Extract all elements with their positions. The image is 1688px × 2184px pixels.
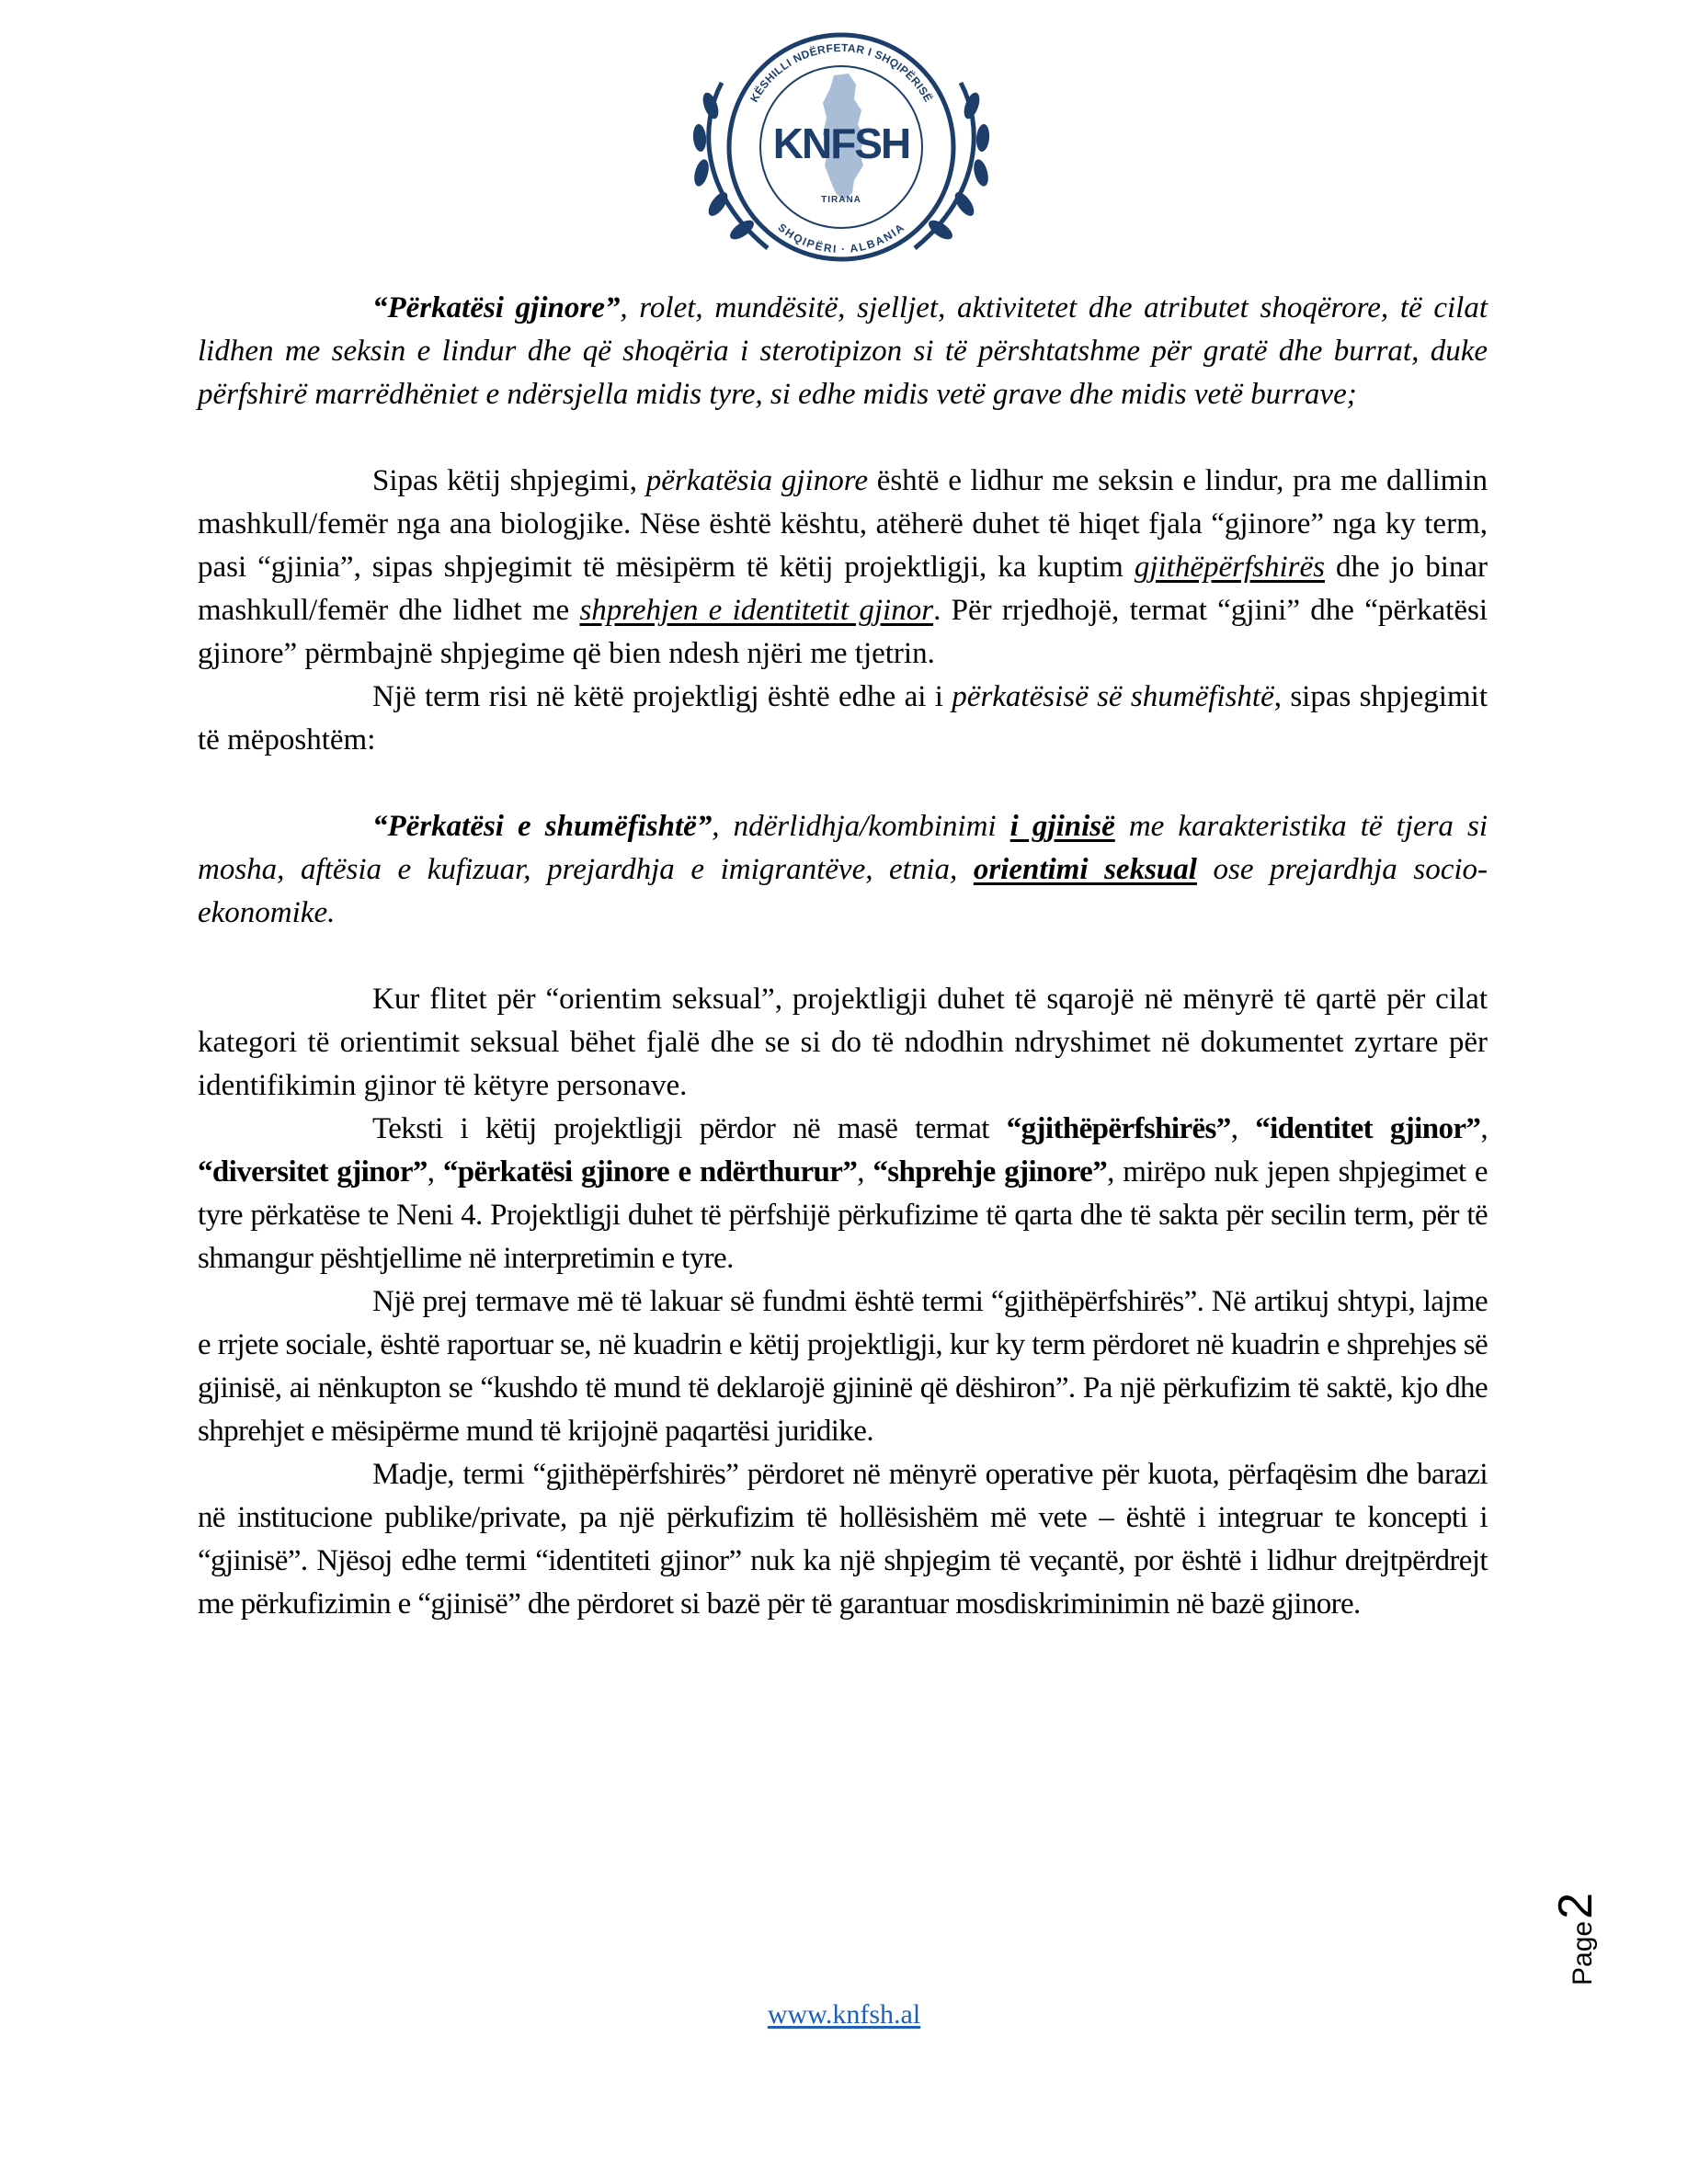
logo-city: TIRANA — [821, 195, 861, 205]
emphasized-term: i gjinisë — [1009, 810, 1115, 843]
paragraph-sexual-orientation — [198, 978, 1488, 1108]
text-run: Madje, termi “gjithëpërfshirës” përdoret në mënyrë operative për kuota, përfaqësim dhe barazi në institucione publike/private, pa një përkufizim të hollësishëm më vete – është i integruar te koncepti i “gjinisë”. Njësoj edhe termi “identiteti gjinor” nuk ka një shpjegim të veçantë, por është i lidhur drejtpërdrejt me përkufizimin e “gjinisë” dhe përdoret si bazë për të garantuar mosdiskriminimin në bazë gjinore. — [198, 1458, 1488, 1621]
bold-term: “Përkatësi e shumëfishtë” — [372, 810, 713, 843]
knfsh-logo — [685, 18, 998, 267]
text-run: ose prejardhja socio-ekonomike. — [198, 853, 1488, 929]
bold-term: “përkatësi gjinore e ndërthurur” — [442, 1155, 858, 1189]
document-body — [198, 287, 1488, 1626]
text-run: , rolet, mundësitë, sjelljet, aktivitetet dhe atributet shoqërore, të cilat lidhen me seksin e lindur dhe që shoqëria i sterotipizon si të përshtatshme për gratë dhe burrat, duke përfshirë marrëdhëniet e ndërsjella midis tyre, si edhe midis vetë grave dhe midis vetë burrave; — [198, 291, 1488, 411]
text-run: . Për rrjedhojë, termat “gjini” dhe “përkatësi gjinore” përmbajnë shpjegime që bien ndesh njëri me tjetrin. — [198, 594, 1488, 670]
logo-arc-bottom-text: SHQIPËRI · ALBANIA — [775, 221, 907, 256]
text-run: , — [857, 1155, 873, 1189]
emphasized-term: orientimi seksual — [973, 853, 1197, 886]
footer — [0, 1999, 1688, 2030]
bold-term: “diversitet gjinor” — [198, 1155, 428, 1189]
paragraph-explanation — [198, 460, 1488, 676]
paragraph-inclusive-term — [198, 1280, 1488, 1453]
text-run: është e lidhur me seksin e lindur, pra me dallimin mashkull/femër nga ana biologjike. Nëse është kështu, atëherë duhet të hiqet fjala “gjinore” nga ky term, pasi “gjinia”, sipas shpjegimit të mësipërm të këtij projektligji, ka kuptim — [198, 464, 1488, 584]
text-run: , sipas shpjegimit të mëposhtëm: — [198, 680, 1488, 756]
text-run: dhe jo binar mashkull/femër dhe lidhet me — [198, 551, 1488, 627]
page-number: 2 — [1549, 1893, 1602, 1919]
paragraph-terms-list — [198, 1108, 1488, 1280]
bold-term: “shprehje gjinore” — [873, 1155, 1108, 1189]
text-run: Një prej termave më të lakuar së fundmi është termi “gjithëpërfshirës”. Në artikuj shtypi, lajme e rrjete sociale, është raportuar se, në kuadrin e këtij projektligji, kur ky term përdoret në kuadrin e shprehjes së gjinisë, ai nënkupton se “kushdo të mund të deklarojë gjininë që dëshiron”. Pa një përkufizim të saktë, kjo dhe shprehjet e mësipërme mund të krijojnë paqartësi juridike. — [198, 1285, 1488, 1448]
bold-term: “Përkatësi gjinore” — [372, 291, 621, 324]
paragraph-operative-use — [198, 1453, 1488, 1626]
bold-term: “identitet gjinor” — [1255, 1112, 1481, 1145]
page-number-marker — [1549, 1857, 1616, 1985]
logo-abbreviation: KNFSH — [772, 119, 910, 167]
text-run: Sipas këtij shpjegimi, — [372, 464, 646, 497]
emphasized-term: gjithëpërfshirës — [1134, 551, 1325, 584]
text-run: me karakteristika të tjera si mosha, aftësia e kufizuar, prejardhja e imigrantëve, etnia, — [198, 810, 1488, 886]
text-run: Kur flitet për “orientim seksual”, projektligji duhet të sqarojë në mënyrë të qartë për cilat kategori të orientimit seksual bëhet fjalë dhe se si do të ndodhin ndryshimet në dokumentet zyrtare për identifikimin gjinor të këtyre personave. — [198, 983, 1488, 1102]
logo-arc-top-text: KËSHILLI NDËRFETAR I SHQIPËRISË — [747, 40, 935, 105]
website-link[interactable]: www.knfsh.al — [767, 1999, 921, 2030]
definition-multiple-belonging — [198, 805, 1488, 935]
text-run: , mirëpo nuk jepen shpjegimet e tyre përkatëse te Neni 4. Projektligji duhet të përfshijë përkufizime të qarta dhe të sakta për secilin term, për të shmangur pështjellime në interpretimin e tyre. — [198, 1155, 1488, 1275]
text-run: Një term risi në këtë projektligj është edhe ai i — [372, 680, 952, 713]
text-run: , — [1230, 1112, 1256, 1145]
bold-term: “gjithëpërfshirës” — [1006, 1112, 1231, 1145]
definition-gender-belonging — [198, 287, 1488, 416]
text-run: , ndërlidhja/kombinimi — [712, 810, 1010, 843]
page-label: Page — [1568, 1920, 1598, 1985]
text-run: përkatësisë së shumëfishtë — [952, 680, 1274, 713]
text-run: Teksti i këtij projektligji përdor në masë termat — [372, 1112, 1007, 1145]
text-run: përkatësia gjinore — [645, 464, 868, 497]
paragraph-new-term — [198, 676, 1488, 762]
text-run: , — [1480, 1112, 1488, 1145]
text-run: , — [427, 1155, 443, 1189]
emphasized-term: shprehjen e identitetit gjinor — [579, 594, 934, 627]
